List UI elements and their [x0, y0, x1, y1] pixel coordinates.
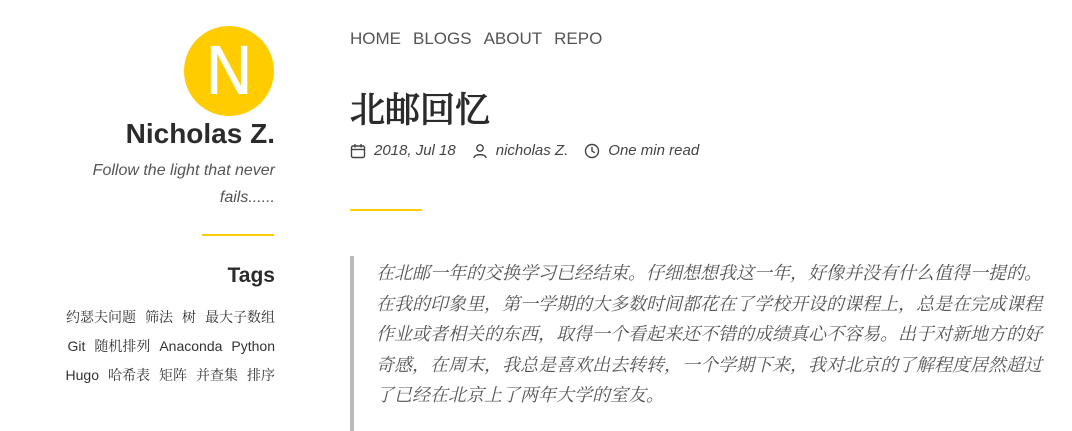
tag-link[interactable]: Git: [67, 338, 86, 354]
tag-link[interactable]: Python: [231, 338, 275, 354]
tag-link[interactable]: Anaconda: [159, 338, 223, 354]
post-divider: [350, 209, 422, 211]
site-title[interactable]: Nicholas Z.: [125, 118, 275, 149]
tag-link[interactable]: 排序: [247, 367, 275, 383]
tag-link[interactable]: 最大子数组: [205, 309, 275, 325]
tags-list: [25, 303, 275, 390]
tag-link[interactable]: 树: [182, 309, 196, 325]
nav-about[interactable]: ABOUT: [483, 29, 543, 48]
post-date-text: 2018, Jul 18: [374, 142, 456, 159]
nav-blogs[interactable]: BLOGS: [413, 29, 472, 48]
post-blockquote: [350, 256, 1050, 431]
post-author-text[interactable]: nicholas Z.: [495, 142, 569, 159]
site-tagline: Follow the light that never fails......: [92, 162, 275, 206]
post-read-time: [584, 142, 699, 159]
clock-icon: [584, 143, 600, 159]
tag-link[interactable]: 矩阵: [159, 367, 187, 383]
post-title: 北邮回忆: [350, 91, 491, 130]
tag-link[interactable]: 并查集: [196, 367, 238, 383]
tag-link[interactable]: 哈希表: [108, 367, 150, 383]
tags-heading: Tags: [227, 264, 275, 287]
calendar-icon: [350, 143, 366, 159]
post-read-time-text: One min read: [608, 142, 700, 159]
post-author: [472, 142, 569, 159]
tag-link[interactable]: Hugo: [65, 367, 99, 383]
post-date: [350, 142, 456, 159]
tag-link[interactable]: 随机排列: [94, 338, 151, 354]
nav-home[interactable]: HOME: [350, 29, 401, 48]
tag-link[interactable]: 约瑟夫问题: [66, 309, 136, 325]
tag-link[interactable]: 筛法: [145, 309, 173, 325]
user-icon: [472, 143, 488, 159]
post-meta: [350, 142, 715, 159]
nav-repo[interactable]: REPO: [554, 29, 603, 48]
sidebar-divider: [202, 234, 274, 236]
top-nav: [350, 29, 614, 49]
blockquote-text: 在北邮一年的交换学习已经结束。仔细想想我这一年，好像并没有什么值得一提的。在我的印象里，第一学期的大多数时间都花在了学校开设的课程上，总是在完成课程作业或者相关的东西，取得一个看起来还不错的成绩真心不容易。出于对新地方的好奇感，在周末，我总是喜欢出去转转，一个学期下来，我对北京的了解程度居然超过了已经在北京上了两年大学的室友。: [376, 263, 1042, 405]
avatar[interactable]: N: [184, 26, 274, 116]
